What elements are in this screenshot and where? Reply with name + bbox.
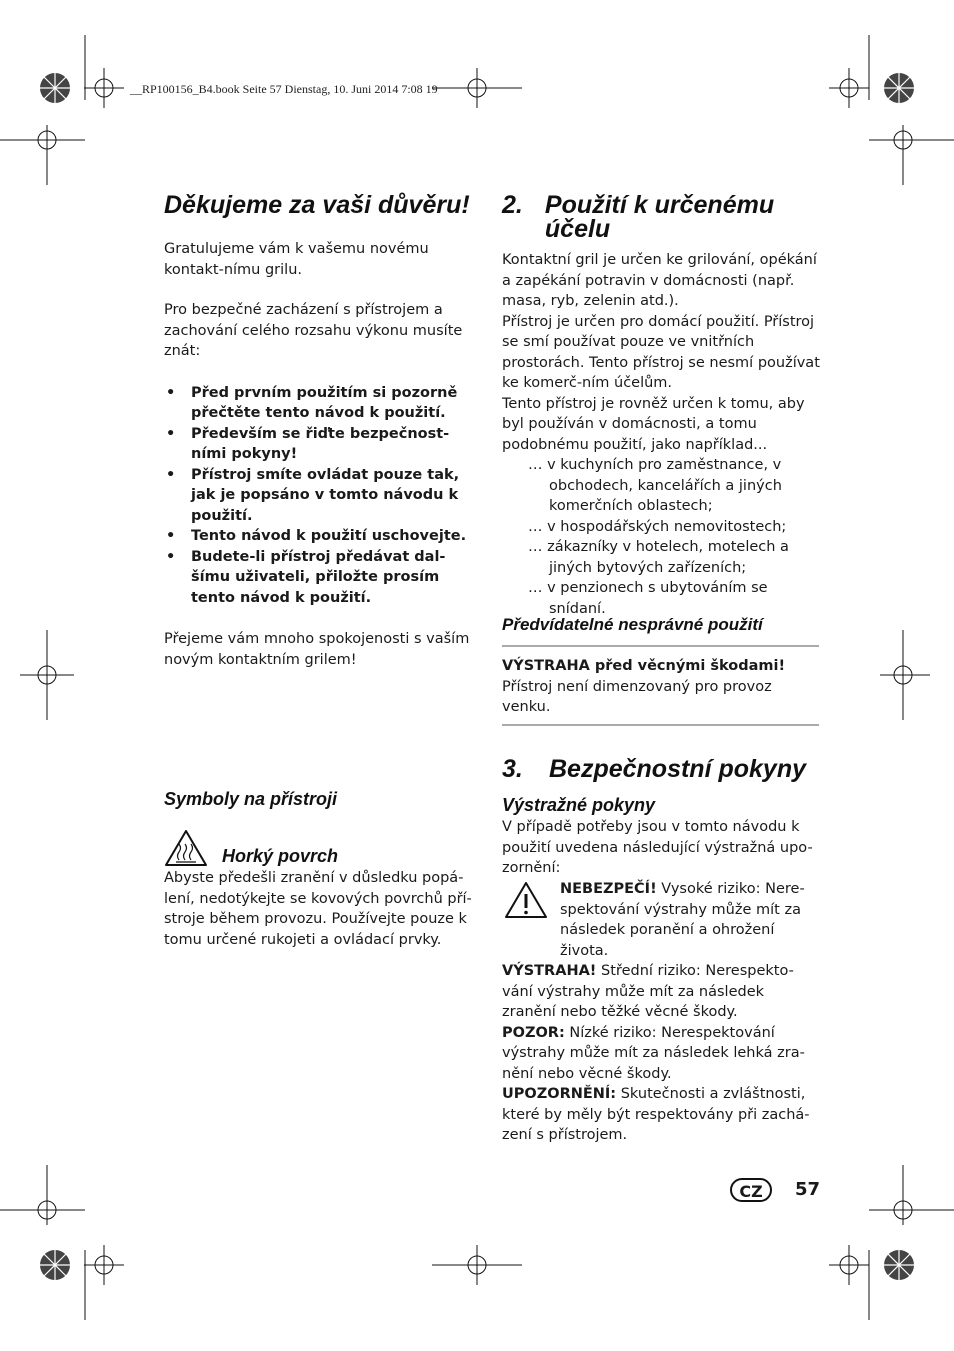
home-use-paragraph: Přístroj je určen pro domácí použití. Přístroj se smí používat pouze ve vnitřních prostorách. Tento přístroj se nesmí používat ke komerč-ním účelům. [502, 313, 820, 391]
section-title: Bezpečnostní pokyny [549, 755, 806, 783]
caution-label: POZOR: [502, 1024, 565, 1041]
bullet-item: • Tento návod k použití uschovejte. [164, 526, 482, 547]
hot-surface-text: Abyste předešli zranění v důsledku popá-lení, nedotýkejte se kovových povrchů pří-stroje během provozu. Používejte pouze k tomu určené rukojeti a ovládací prvky. [164, 870, 472, 948]
symbols-heading: Symboly na přístroji [164, 789, 338, 809]
danger-notice [560, 879, 820, 961]
danger-triangle-icon [504, 881, 548, 919]
section-title: Použití k určenému účelu [544, 191, 775, 243]
warning-notice [502, 961, 820, 1023]
section-3-title [502, 757, 806, 781]
page-number: 57 [795, 1179, 821, 1200]
language-badge: CZ [730, 1178, 772, 1202]
bullet-item: • Před prvním použitím si pozorně přečtěte tento návod k použití. [164, 383, 482, 424]
print-header: __RP100156_B4.book Seite 57 Dienstag, 10. Juni 2014 7:08 19 [130, 82, 438, 96]
danger-label: NEBEZPEČÍ! [560, 881, 657, 897]
thanks-title: Děkujeme za vaši důvěru! [164, 191, 470, 219]
wishes-paragraph: Přejeme vám mnoho spokojenosti s vaším novým kontaktním grilem! [164, 631, 470, 668]
section-number: 2. [502, 191, 523, 219]
note-label: UPOZORNĚNÍ: [502, 1086, 617, 1102]
left-column [164, 193, 482, 670]
purpose-paragraph: Kontaktní gril je určen ke grilování, opékání a zapékání potravin v domácnosti (např. masa, ryb, zelenin atd.). [502, 252, 817, 309]
use-locations-list [502, 455, 820, 619]
bullet-item: • Především se řiďte bezpečnost-ními pokyny! [164, 424, 482, 465]
list-item: … v hospodářských nemovitostech; [528, 518, 787, 535]
danger-text: Vysoké riziko: Nere-spektování výstrahy může mít za následek poranění a ohrožení života. [560, 881, 805, 959]
note-notice [502, 1084, 820, 1146]
hot-surface-icon [164, 829, 208, 867]
bullet-item: • Budete-li přístroj předávat dal-šímu uživateli, přiložte prosím tento návod k použití. [164, 547, 482, 609]
warning-heading: VÝSTRAHA před věcnými škodami! [502, 658, 786, 674]
list-item: … v penzionech s ubytováním se snídaní. [528, 580, 768, 617]
bullet-item: • Přístroj smíte ovládat pouze tak, jak je popsáno v tomto návodu k použití. [164, 465, 482, 527]
property-damage-warning-box [502, 645, 819, 726]
instruction-bullets [164, 383, 482, 609]
warning-notes-heading: Výstražné pokyny [502, 795, 656, 815]
congrats-paragraph: Gratulujeme vám k vašemu novému kontakt-nímu grilu. [164, 241, 429, 278]
section-2 [502, 193, 820, 619]
hot-surface-heading: Horký povrch [222, 846, 339, 866]
warning-notes-intro: V případě potřeby jsou v tomto návodu k použití uvedena následující výstražná upo-zornění: [502, 819, 813, 876]
caution-text: Nízké riziko: Nerespektování výstrahy může mít za následek lehká zra-nění nebo věcné škody. [502, 1024, 805, 1082]
warning-text: Přístroj není dimenzovaný pro provoz venku. [502, 678, 772, 715]
section-number: 3. [502, 755, 523, 783]
safety-intro-paragraph: Pro bezpečné zacházení s přístrojem a zachování celého rozsahu výkonu musíte znát: [164, 302, 463, 359]
risk-levels [502, 961, 820, 1146]
similar-use-paragraph: Tento přístroj je rovněž určen k tomu, aby byl používán v domácnosti, a tomu podobnému použití, jako například... [502, 395, 805, 453]
list-item: … zákazníky v hotelech, motelech a jiných bytových zařízeních; [528, 539, 789, 576]
warning-level-text: Střední riziko: Nerespekto-vání výstrahy může mít za následek zranění nebo těžké věcné škody. [502, 963, 794, 1020]
caution-notice [502, 1023, 820, 1085]
section-2-title [502, 193, 820, 241]
list-item: … v kuchyních pro zaměstnance, v obchodech, kancelářích a jiných komerčních oblastech; [528, 457, 782, 514]
note-text: Skutečnosti a zvláštnosti, které by měly být respektovány při zachá-zení s přístrojem. [502, 1086, 810, 1143]
misuse-heading: Předvídatelné nesprávné použití [502, 615, 763, 634]
warning-label: VÝSTRAHA! [502, 963, 597, 979]
